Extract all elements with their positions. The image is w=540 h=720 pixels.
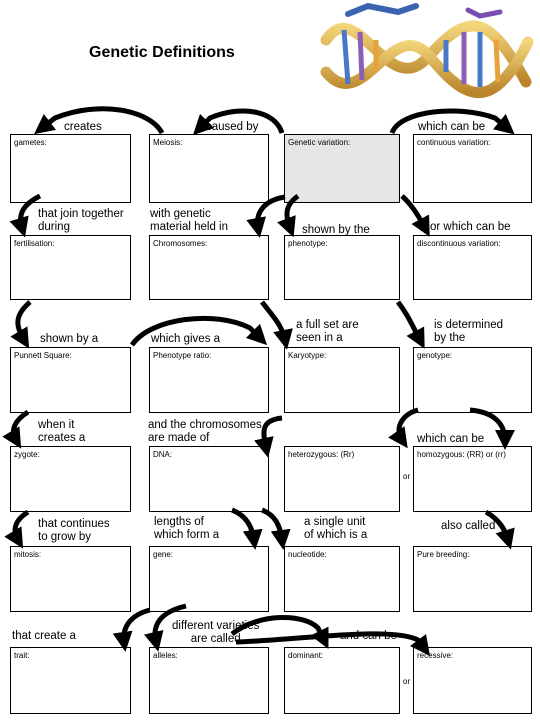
nucleotide-label: nucleotide: [288, 550, 327, 559]
homozygous-label: homozygous: (RR) or (rr) [417, 450, 506, 459]
connector-lengths-of [154, 516, 219, 542]
connector-shown-by-a: shown by a [40, 333, 99, 345]
and-the-chromosomes-line: and the chromosomes are made of [148, 419, 262, 444]
meiosis-label: Meiosis: [153, 138, 183, 147]
or-label-homozygous: or [403, 472, 411, 481]
phenotype-ratio-label: Phenotype ratio: [153, 351, 212, 360]
connector-a-full-set [296, 319, 359, 345]
pure-breeding-label: Pure breeding: [417, 550, 470, 559]
a-single-unit-line: a single unit of which is a [304, 516, 368, 541]
connector-or-which-can-be: or which can be [430, 221, 511, 233]
connector-and-the-chromosomes [148, 419, 262, 445]
arrow-which-can-be-2a [399, 410, 418, 440]
connector-shown-by-the: shown by the [302, 224, 370, 236]
arrow-with-genetic [257, 197, 285, 228]
different-varieties-line: different varieties are called [172, 620, 260, 645]
arrow-a-full-set [262, 302, 285, 340]
that-continues-line: that continues to grow by [38, 518, 110, 543]
connector-is-determined [434, 319, 503, 345]
arrow-lengths-of-2 [262, 510, 282, 540]
connector-creates: creates [64, 121, 102, 133]
arrow-lengths-of-1 [232, 510, 254, 540]
arrow-creates [42, 109, 162, 133]
lengths-of-line: lengths of which form a [154, 516, 220, 541]
genotype-label: genotype: [417, 351, 453, 360]
gene-label: gene: [153, 550, 174, 559]
zygote-label: zygote: [14, 450, 40, 459]
arrow-shown-by-a [18, 302, 30, 340]
arrow-shown-by-the [287, 196, 298, 228]
arrow-when-it [13, 412, 28, 440]
with-genetic-line: with genetic material held in [150, 208, 228, 233]
or-label-recessive: or [403, 677, 411, 686]
connector-that-continues [38, 518, 110, 544]
connector-different-varieties [172, 620, 259, 646]
connector-which-can-be-2: which can be [417, 433, 485, 445]
alleles-label: alleles: [153, 651, 178, 660]
trait-label: trait: [14, 651, 30, 660]
connector-with-genetic [150, 208, 228, 234]
fertilisation-label: fertilisation: [14, 239, 55, 248]
chromosomes-label: Chromosomes: [153, 239, 208, 248]
mitosis-label: mitosis: [14, 550, 42, 559]
dna-label: DNA: [153, 450, 173, 459]
connector-a-single-unit [304, 516, 367, 542]
page-title: Genetic Definitions [89, 44, 235, 61]
heterozygous-label: heterozygous: (Rr) [288, 450, 355, 459]
punnett-square-label: Punnett Square: [14, 351, 72, 360]
a-full-set-line: a full set are seen in a [296, 319, 359, 344]
connector-that-create-a: that create a [12, 630, 76, 642]
connector-which-can-be-1: which can be [418, 121, 486, 133]
recessive-label: recessive: [417, 651, 454, 660]
dominant-label: dominant: [288, 651, 324, 660]
phenotype-label: phenotype: [288, 239, 328, 248]
karyotype-label: Karyotype: [288, 351, 327, 360]
arrow-or-which-can-be [402, 196, 425, 228]
arrow-that-create-a [124, 610, 150, 642]
when-it-line: when it creates a [38, 419, 86, 444]
arrow-is-determined [398, 302, 420, 340]
genetic-variation-label: Genetic variation: [288, 138, 351, 147]
connector-when-it [38, 419, 85, 445]
connector-caused-by: caused by [206, 121, 259, 133]
arrow-that-continues [15, 512, 28, 540]
arrow-chromosomes-made-of [264, 418, 282, 448]
connector-that-join [38, 208, 124, 234]
is-determined-line: is determined by the [434, 319, 504, 344]
connector-which-gives-a: which gives a [151, 333, 221, 345]
connector-also-called: also called [441, 520, 496, 532]
continuous-variation-label: continuous variation: [417, 138, 491, 147]
discontinuous-variation-label: discontinuous variation: [417, 239, 501, 248]
gametes-label: gametes: [14, 138, 47, 147]
that-join-line: that join together during [38, 208, 124, 233]
connector-and-can-be: and can be [340, 630, 397, 642]
